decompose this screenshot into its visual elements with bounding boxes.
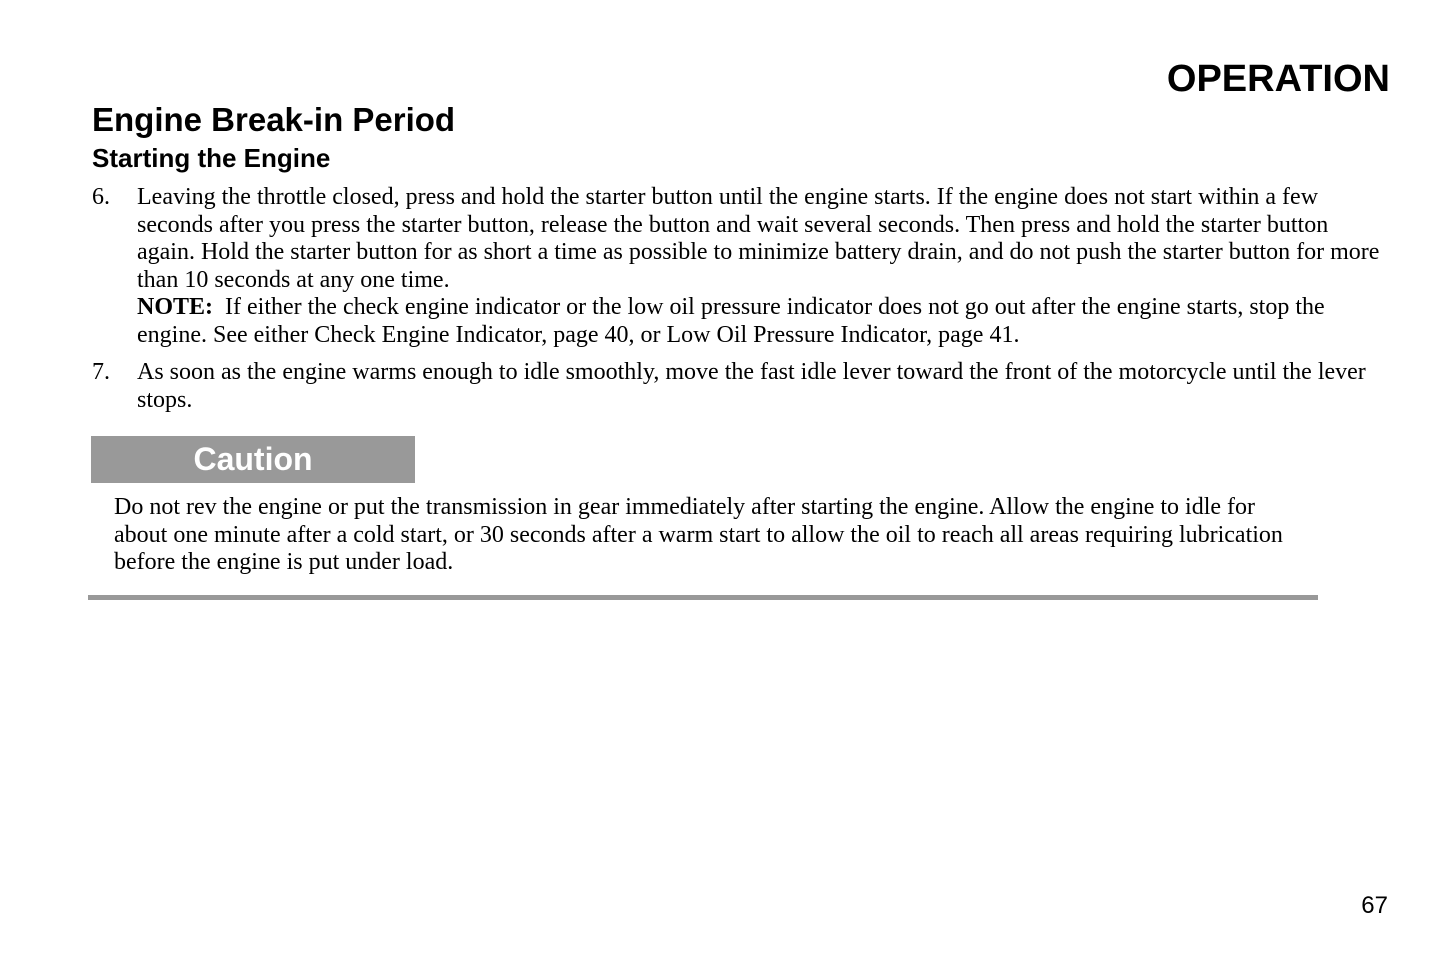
step-item [92, 184, 1382, 349]
step-note [137, 294, 1382, 349]
step-item [92, 359, 1382, 414]
steps-list [92, 184, 1382, 424]
page-title: Engine Break-in Period [92, 101, 456, 138]
step-number: 6. [92, 184, 110, 210]
page-number: 67 [1361, 892, 1388, 919]
note-text: If either the check engine indicator or the low oil pressure indicator does not go out after the engine starts, stop the engine. See either Check Engine Indicator, page 40, or Low Oil Pressure Indicator, page 41. [137, 294, 1325, 348]
section-header: OPERATION [1166, 58, 1390, 100]
page-subtitle: Starting the Engine [92, 143, 331, 173]
note-label: NOTE: [137, 294, 214, 320]
step-text: As soon as the engine warms enough to idle smoothly, move the fast idle lever toward the front of the motorcycle until the lever stops. [137, 359, 1366, 413]
caution-label: Caution [91, 436, 415, 483]
step-number: 7. [92, 359, 110, 385]
caution-divider [88, 595, 1318, 600]
step-text: Leaving the throttle closed, press and hold the starter button until the engine starts. If the engine does not start within a few seconds after you press the starter button, release the button and wait several seconds. Then press and hold the starter button again. Hold the starter button for as short a time as possible to minimize battery drain, and do not push the starter button for more than 10 seconds at any one time. [137, 184, 1380, 293]
caution-text: Do not rev the engine or put the transmission in gear immediately after starting the engine. Allow the engine to idle for about one minute after a cold start, or 30 seconds after a warm start to allow the oil to reach all areas requiring lubrication before the engine is put under load. [114, 494, 1283, 575]
